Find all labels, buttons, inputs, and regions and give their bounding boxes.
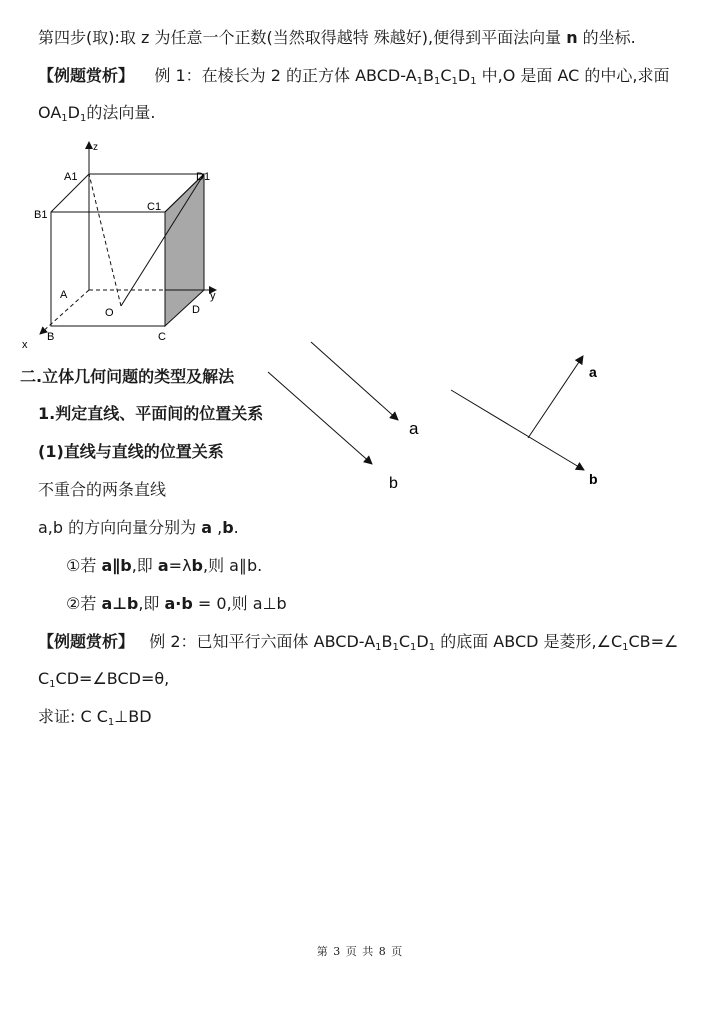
- parallel-label-b: b: [389, 475, 398, 492]
- perp-vector-a: [528, 356, 583, 438]
- example2-line1: 【例题赏析】 例 2：已知平行六面体 ABCD-$A_1B_1C_1D_1$ 的底面 ABCD 是菱形$,\angle C_1CB=\angle$: [38, 632, 679, 653]
- example1-line1: 【例题赏析】 例 1：在棱长为 2 的正方体 ABCD-$A_1B_1C_1D_1$ 中,O 是面 AC 的中心,求面: [38, 66, 670, 87]
- label-a: A: [60, 289, 68, 301]
- label-z: z: [93, 142, 98, 153]
- example1-tag: 【例题赏析】: [38, 66, 135, 85]
- example2-proof: 求证: C $C_1\perp BD$: [38, 707, 152, 728]
- label-c: C: [158, 331, 166, 343]
- section2-title: 二.立体几何问题的类型及解法: [20, 367, 235, 386]
- section2-p1: 不重合的两条直线: [38, 480, 167, 499]
- label-y: y: [210, 290, 216, 302]
- label-a1: A1: [64, 171, 78, 183]
- parallel-label-a: a: [409, 419, 419, 438]
- section2-sub1: 1.判定直线、平面间的位置关系: [38, 404, 264, 423]
- label-o: O: [105, 307, 114, 319]
- parallel-vector-b: [268, 372, 372, 464]
- example1-line2: $OA_1D_1$的法向量.: [38, 103, 156, 124]
- label-b: B: [47, 331, 55, 343]
- label-d: D: [192, 304, 200, 316]
- step4-line: 第四步(取):取 z 为任意一个正数(当然取得越特 殊越好),便得到平面法向量 n 的坐标.: [38, 28, 636, 47]
- page-footer: 第 3 页 共 8 页: [316, 945, 404, 958]
- example2-tag: 【例题赏析】: [38, 632, 135, 651]
- perp-label-b: b: [589, 471, 598, 487]
- condition-perpendicular: ②若 a⊥b,即 a·b = 0,则 a⊥b: [66, 594, 287, 613]
- example2-line2: $C_1CD=\angle BCD=\theta$,: [38, 669, 170, 690]
- label-b1: B1: [34, 209, 48, 221]
- perp-label-a: a: [589, 364, 597, 380]
- parallel-vector-a: [311, 342, 398, 420]
- condition-parallel: ①若 a∥b,即 a=λb,则 a∥b.: [66, 556, 263, 575]
- label-x: x: [22, 339, 28, 351]
- section2-sub2: (1)直线与直线的位置关系: [38, 442, 224, 461]
- label-d1: D1: [196, 171, 211, 183]
- section2-p2: a,b 的方向向量分别为 a ,b.: [38, 518, 239, 537]
- label-c1: C1: [147, 201, 162, 213]
- perp-vector-b: [451, 390, 584, 470]
- normal-vector-n: n: [566, 28, 578, 47]
